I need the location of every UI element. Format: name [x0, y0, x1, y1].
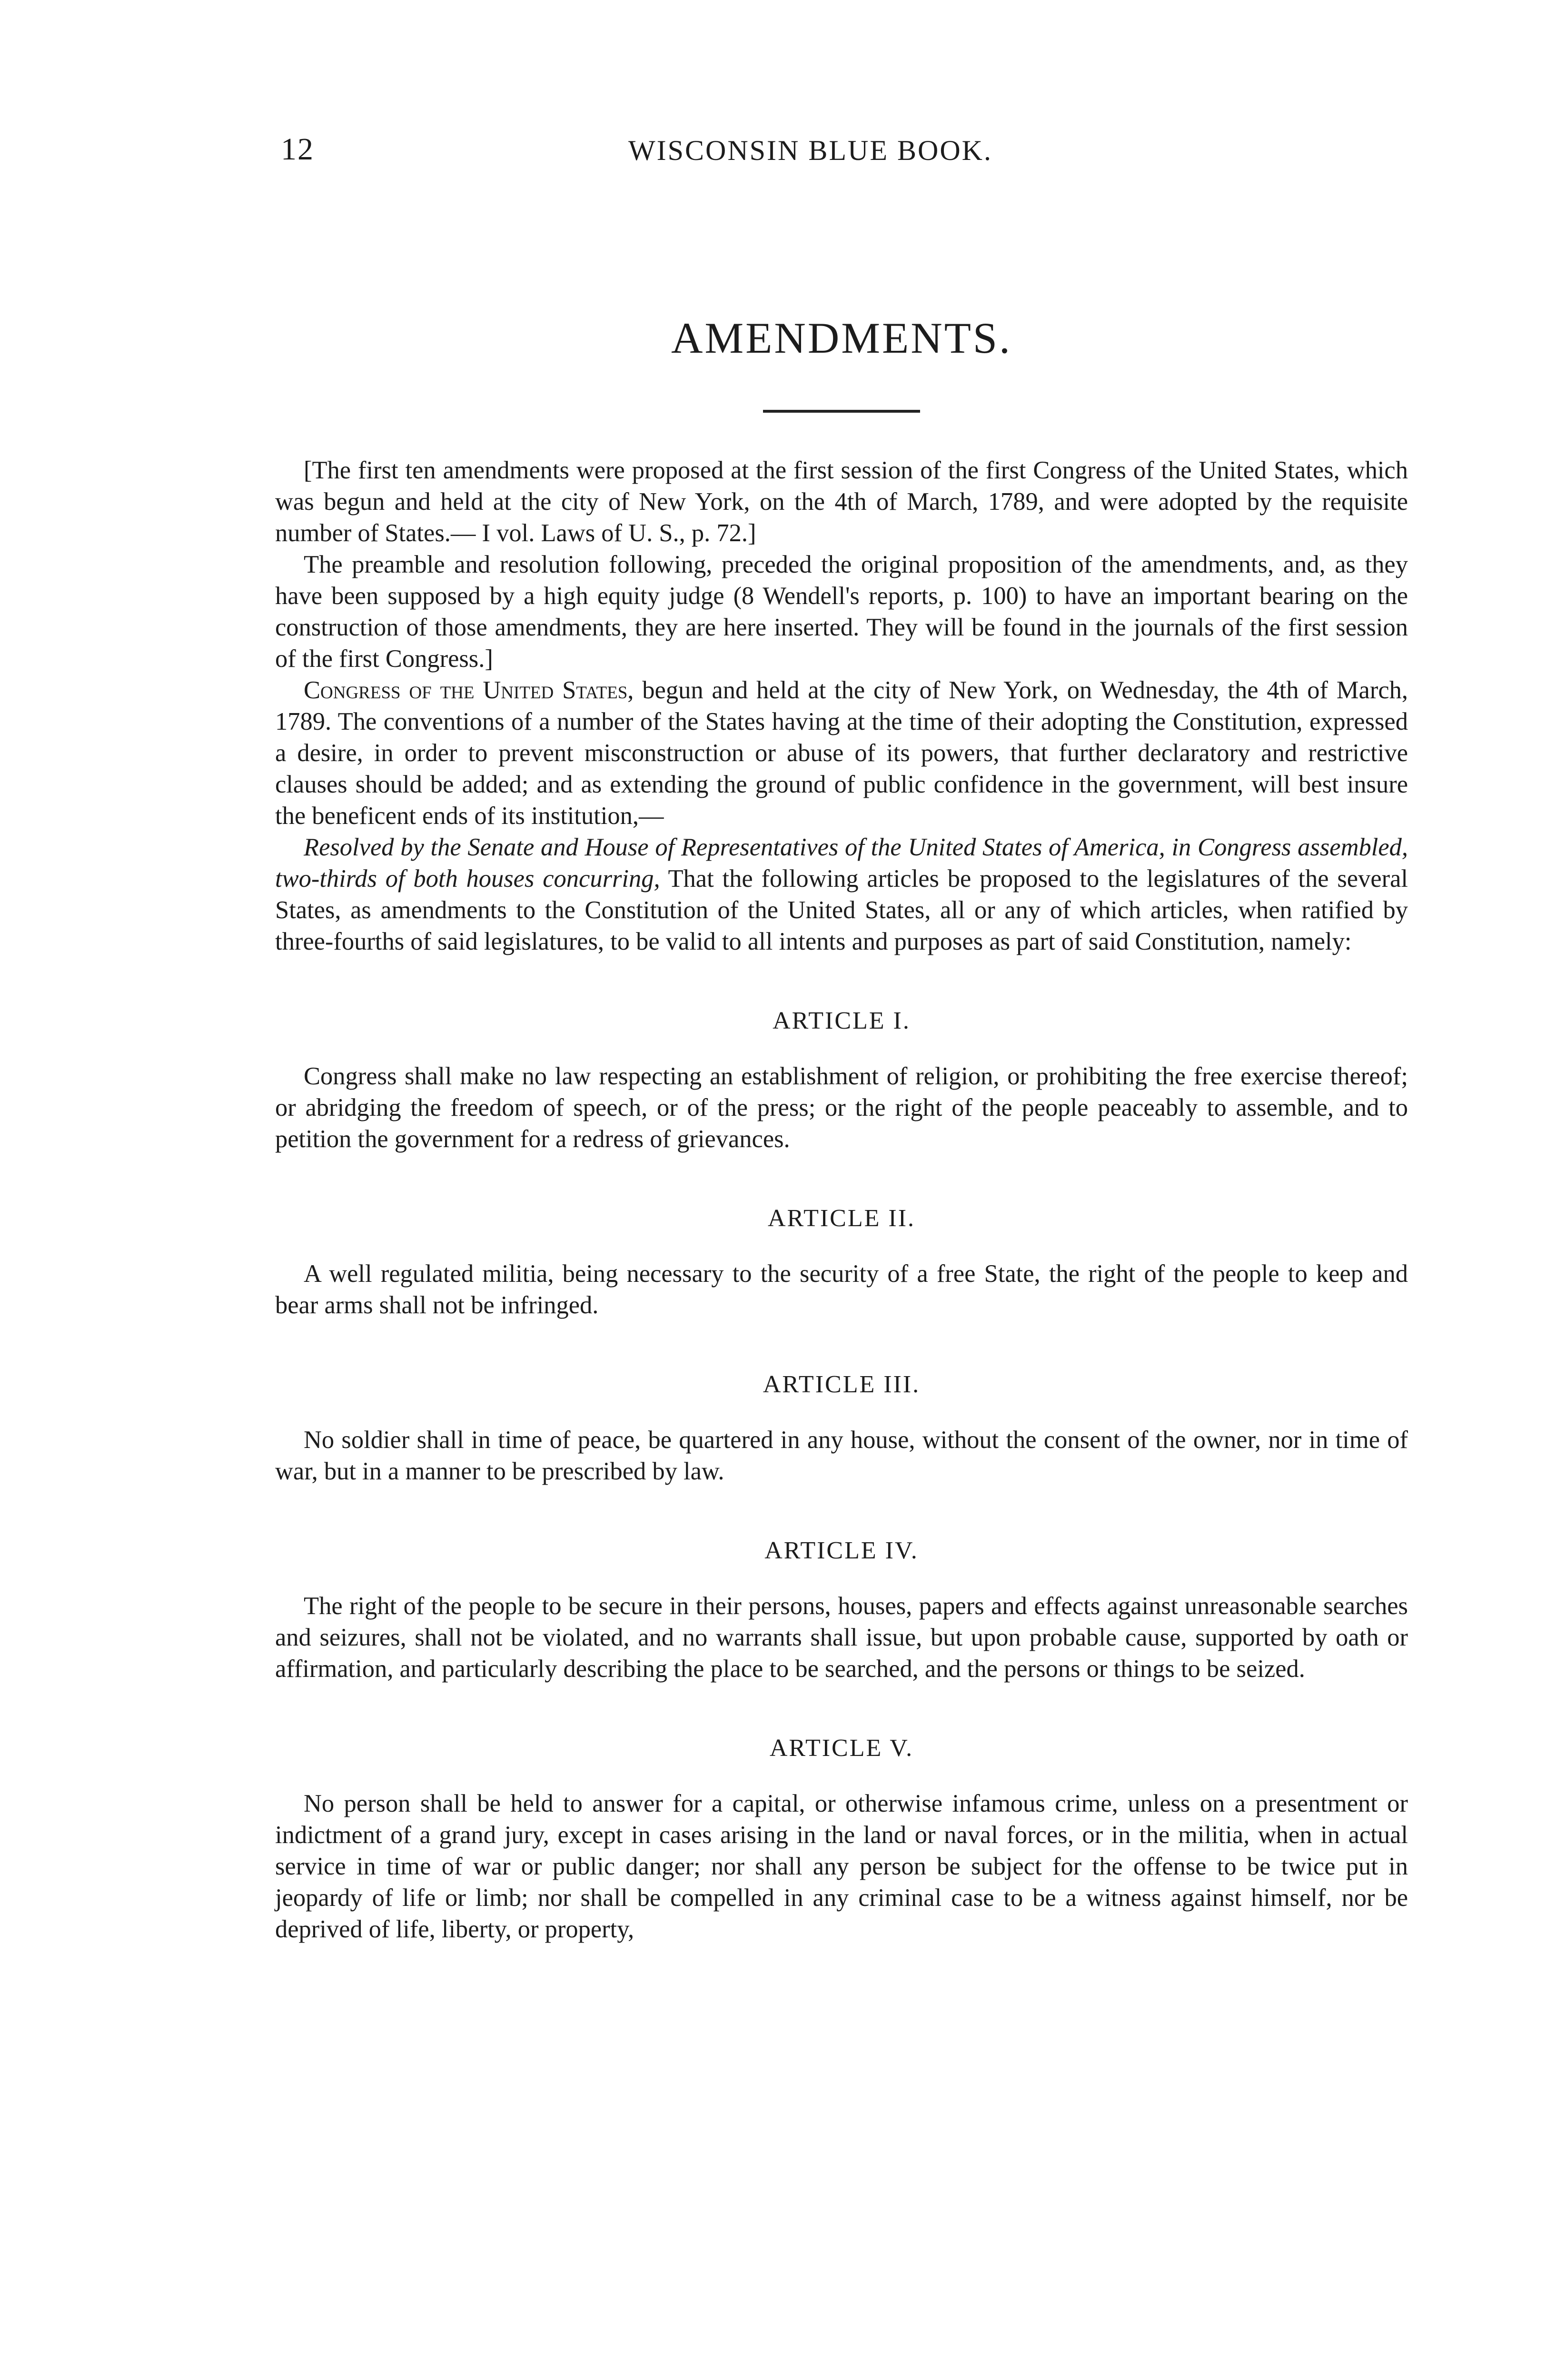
running-head — [281, 131, 1404, 174]
title-divider — [763, 410, 920, 413]
page-number: 12 — [281, 132, 314, 167]
article-text: No soldier shall in time of peace, be quartered in any house, without the consent of the owner, nor in time of war, but in a manner to be prescribed by law. — [275, 1426, 1408, 1486]
article-text: The right of the people to be secure in their persons, houses, papers and effects against unreasonable searches and seizures, shall not be violated, and no warrants shall issue, but upon probable cause, supported by oath or affirmation, and particularly describing the place to be searched, and the persons or things to be seized. — [275, 1592, 1408, 1683]
article-heading: ARTICLE IV. — [764, 1537, 919, 1565]
congress-title: Congress of the United States, — [304, 676, 634, 704]
section-title: AMENDMENTS. — [671, 314, 1012, 362]
resolution-paragraph — [275, 832, 1408, 957]
resolution-text: That the following articles be proposed to the legislatures of the several States, as amendments to the Constitution of the United States, all or any of which articles, when ratified by three-fourths of said legislatures, to be valid to all intents and purposes as part of said Constitution, namely: — [275, 865, 1408, 956]
article-text: No person shall be held to answer for a capital, or otherwise infamous crime, unless on a presentment or indictment of a grand jury, except in cases arising in the land or naval forces, or in the militia, when in actual service in time of war or public danger; nor shall any person be subject for the offense to be twice put in jeopardy of life or limb; nor shall be compelled in any criminal case to be a witness against himself, nor be deprived of life, liberty, or property, — [275, 1790, 1408, 1944]
intro-paragraph-1: [The first ten amendments were proposed at the first session of the first Congress of the United States, which was begun and held at the city of New York, on the 4th of March, 1789, and were adopted by the requisite number of States.— I vol. Laws of U. S., p. 72.] — [275, 456, 1408, 547]
article-text: Congress shall make no law respecting an establishment of religion, or prohibiting the free exercise thereof; or abridging the freedom of speech, or of the press; or the right of the people peaceably to assemble, and to petition the government for a redress of grievances. — [275, 1062, 1408, 1153]
article-heading: ARTICLE III. — [763, 1371, 921, 1398]
article-heading: ARTICLE II. — [767, 1205, 916, 1232]
running-title: WISCONSIN BLUE BOOK. — [628, 135, 992, 166]
intro-paragraph-2: The preamble and resolution following, preceded the original proposition of the amendments, and, as they have been supposed by a high equity judge (8 Wendell's reports, p. 100) to have an important bearing on the construction of those amendments, they are here inserted. They will be found in the journals of the first session of the first Congress.] — [275, 551, 1408, 673]
intro-paragraph-3-text: begun and held at the city of New York, on Wednesday, the 4th of March, 1789. The conventions of a number of the States having at the time of their adopting the Constitution, expressed a desire, in order to prevent misconstruction or abuse of its powers, that further declaratory and restrictive clauses should be added; and as extending the ground of public confidence in the government, will best insure the beneficent ends of its institution,— — [275, 676, 1408, 830]
page-content — [275, 314, 1408, 1945]
resolution-clause: Resolved by the Senate and House of Representatives of the United States of America, in Congress assembled, two-thirds of both houses concurring, — [275, 833, 1408, 893]
article-text: A well regulated militia, being necessary to the security of a free State, the right of the people to keep and bear arms shall not be infringed. — [275, 1260, 1408, 1319]
article-heading: ARTICLE I. — [773, 1007, 911, 1035]
article-heading: ARTICLE V. — [769, 1735, 914, 1762]
intro-paragraph-3 — [275, 674, 1408, 832]
